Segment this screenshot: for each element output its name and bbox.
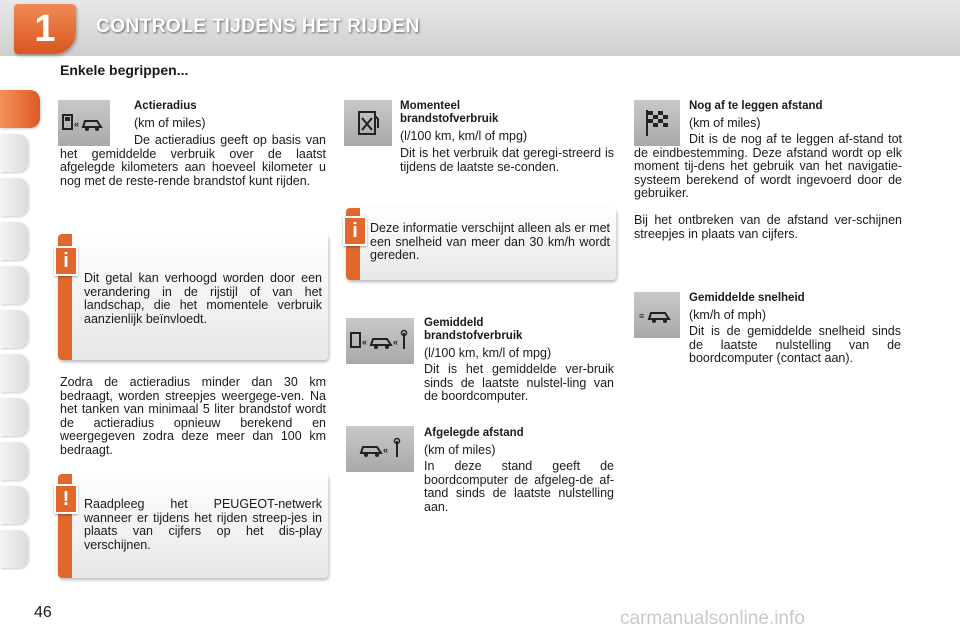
range-text-wrap	[60, 134, 326, 200]
watermark: carmanualsonline.info	[620, 608, 805, 629]
current-consumption-title: Momenteel brandstofverbruik	[400, 100, 499, 125]
info-note-range-text: Dit getal kan verhoogd worden door een verandering in de rijstijl of van het landschap, die het momentele verbruik aanzienlijk beïnvloedt.	[84, 271, 322, 326]
warning-note-text: Raadpleeg het PEUGEOT-netwerk wanneer er tijdens het rijden streep-jes in plaats van cijfers op het dis-play verschijnen.	[84, 497, 322, 552]
average-speed-icon	[634, 292, 680, 338]
distance-travelled-icon	[346, 426, 414, 472]
svg-text:«: «	[383, 445, 389, 455]
distance-remaining-text-2: Bij het ontbreken van de afstand ver-schijnen streepjes in plaats van cijfers.	[634, 213, 902, 241]
chapter-number: 1	[14, 4, 76, 54]
section-title: Enkele begrippen...	[60, 62, 189, 78]
average-consumption-text: Dit is het gemiddelde ver-bruik sinds de laatste nulstel-ling van de boordcomputer.	[424, 362, 614, 403]
average-speed-unit: (km/h of mph)	[689, 308, 767, 322]
side-tab[interactable]	[0, 310, 28, 348]
chapter-side-tabs	[0, 60, 32, 580]
average-consumption-icon	[346, 318, 414, 364]
side-tab-active[interactable]	[0, 90, 40, 128]
header-bar	[0, 0, 960, 56]
average-speed-text: Dit is de gemiddelde snelheid sinds de laatste nulstelling van de boordcomputer (contact aan).	[689, 324, 901, 365]
svg-text:«: «	[362, 337, 368, 347]
fuel-pump-icon	[344, 100, 392, 146]
average-consumption-title: Gemiddeld brandstofverbruik	[424, 317, 523, 342]
info-note-consumption	[346, 208, 616, 280]
side-tab[interactable]	[0, 486, 28, 524]
range-unit: (km of miles)	[134, 116, 206, 130]
side-tab[interactable]	[0, 178, 28, 216]
current-consumption-unit: (l/100 km, km/l of mpg)	[400, 129, 528, 143]
svg-text:«: «	[393, 337, 399, 347]
warning-note	[58, 474, 328, 578]
page-title: CONTROLE TIJDENS HET RIJDEN	[96, 16, 420, 37]
distance-remaining-text: Dit is de nog af te leggen af-stand tot de eindbestemming. Deze afstand wordt op elk moment tij-dens het gebruik van het navigatie-systeem berekend of wordt ingevoerd door de gebruiker.	[634, 132, 902, 200]
range-title: Actieradius	[134, 100, 197, 112]
warning-icon: !	[54, 484, 78, 514]
side-tab[interactable]	[0, 398, 28, 436]
page-number: 46	[34, 604, 52, 621]
average-consumption-unit: (l/100 km, km/l of mpg)	[424, 346, 552, 360]
svg-text:«: «	[74, 119, 80, 129]
current-consumption-text: Dit is het verbruik dat geregi-streerd is tijdens de laatste se-conden.	[400, 146, 614, 174]
info-icon: i	[54, 246, 78, 276]
info-icon: i	[343, 216, 367, 246]
distance-travelled-unit: (km of miles)	[424, 443, 496, 457]
side-tab[interactable]	[0, 354, 28, 392]
average-speed-title: Gemiddelde snelheid	[689, 292, 805, 304]
range-text-full: De actieradius geeft op basis van het gemiddelde verbruik over de laatst afgelegde kilometers aan hoeveel kilometer u nog met de reste-rende brandstof kunt rijden.	[60, 133, 326, 188]
side-tab[interactable]	[0, 222, 28, 260]
side-tab[interactable]	[0, 530, 28, 568]
distance-travelled-text: In deze stand geeft de boordcomputer de afgeleg-de af-tand sinds de laatste nulstelling aan.	[424, 459, 614, 514]
info-note-consumption-text: Deze informatie verschijnt alleen als er met een snelheid van meer dan 30 km/h wordt gereden.	[370, 221, 610, 262]
side-tab[interactable]	[0, 266, 28, 304]
range-followup-text: Zodra de actieradius minder dan 30 km bedraagt, worden streepjes weergege-ven. Na het tanken van minimaal 5 liter brandstof wordt de actieradius opnieuw berekend en weergegeven zodra deze meer dan 100 km bedraagt.	[60, 375, 326, 457]
distance-remaining-title: Nog af te leggen afstand	[689, 100, 823, 112]
svg-text:≡: ≡	[639, 311, 645, 321]
side-tab[interactable]	[0, 442, 28, 480]
info-note-range	[58, 234, 328, 360]
distance-travelled-title: Afgelegde afstand	[424, 427, 524, 439]
side-tab[interactable]	[0, 134, 28, 172]
distance-remaining-unit: (km of miles)	[689, 116, 761, 130]
